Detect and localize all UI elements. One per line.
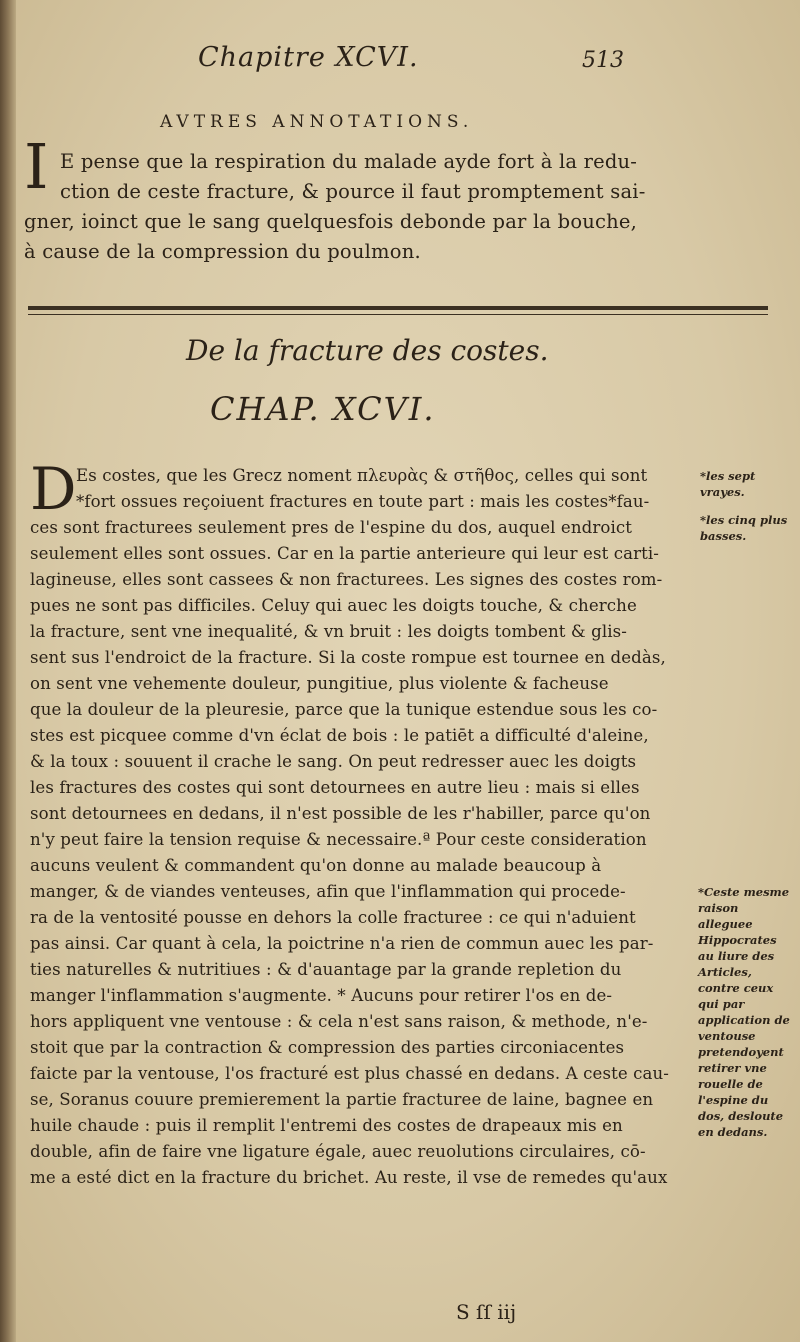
body-line: ties naturelles & nutritiues : & d'auantage par la grande repletion du [30, 960, 622, 979]
body-line: huile chaude : puis il remplit l'entremi des costes de drapeaux mis en [30, 1116, 623, 1135]
body-line: me a esté dict en la fracture du brichet. Au reste, il vse de remedes qu'aux [30, 1168, 668, 1187]
body-line: lagineuse, elles sont cassees & non fracturees. Les signes des costes rom- [30, 570, 663, 589]
body-line: pas ainsi. Car quant à cela, la poictrine n'a rien de commun auec les par- [30, 934, 654, 953]
chapter-title: CHAP. XCVI. [210, 390, 436, 428]
body-line: sont detournees en dedans, il n'est possible de les r'habiller, parce qu'on [30, 804, 651, 823]
body-line: stoit que par la contraction & compression des parties circoniacentes [30, 1038, 625, 1057]
page-number: 513 [582, 48, 624, 73]
section-subtitle: De la fracture des costes. [186, 334, 549, 367]
margin-note: *Ceste mesme raison alleguee Hippocrates au liure des Articles, contre ceux qui par application de ventouse pretendoyent retirer vne rouelle de l'espine du dos, desloute en dedans. [698, 885, 790, 1139]
book-binding [0, 0, 16, 1342]
body-line: stes est picquee comme d'vn éclat de bois : le patiēt a difficulté d'aleine, [30, 726, 649, 745]
ornamental-rule [28, 306, 768, 310]
body-line: hors appliquent vne ventouse : & cela n'est sans raison, & methode, n'e- [30, 1012, 648, 1031]
body-line: faicte par la ventouse, l'os fracturé est plus chassé en dedans. A ceste cau- [30, 1064, 670, 1083]
annotation-line: gner, ioinct que le sang quelquesfois debonde par la bouche, [24, 210, 638, 233]
ornamental-rule-thin [28, 314, 768, 315]
body-line: sent sus l'endroict de la fracture. Si la coste rompue est tournee en dedàs, [30, 648, 666, 667]
body-line: ces sont fracturees seulement pres de l'espine du dos, auquel endroict [30, 518, 633, 537]
body-line: double, afin de faire vne ligature égale, auec reuolutions circulaires, cō- [30, 1142, 646, 1161]
annotation-line: E pense que la respiration du malade ayde fort à la redu- [60, 150, 638, 173]
body-line: *fort ossues reçoiuent fractures en toute part : mais les costes*fau- [76, 492, 650, 511]
annotations-heading: AVTRES ANNOTATIONS. [160, 112, 474, 132]
body-line: & la toux : souuent il crache le sang. On peut redresser auec les doigts [30, 752, 637, 771]
body-line: ra de la ventosité pousse en dehors la colle fracturee : ce qui n'aduient [30, 908, 636, 927]
body-line: manger, & de viandes venteuses, afin que l'inflammation qui procede- [30, 882, 626, 901]
margin-note: *les sept vrayes. [700, 469, 756, 499]
body-line: pues ne sont pas difficiles. Celuy qui auec les doigts touche, & cherche [30, 596, 637, 615]
body-line: aucuns veulent & commandent qu'on donne au malade beaucoup à [30, 856, 602, 875]
body-line: n'y peut faire la tension requise & necessaire.ª Pour ceste consideration [30, 830, 647, 849]
body-line: seulement elles sont ossues. Car en la partie anterieure qui leur est carti- [30, 544, 660, 563]
body-line: que la douleur de la pleuresie, parce que la tunique estendue sous les co- [30, 700, 658, 719]
drop-cap-i: I [24, 130, 49, 203]
annotation-line: à cause de la compression du poulmon. [24, 240, 421, 263]
body-line: Es costes, que les Grecz noment πλευρὰς & στῆθος, celles qui sont [76, 466, 648, 485]
body-line: manger l'inflammation s'augmente. * Aucuns pour retirer l'os en de- [30, 986, 613, 1005]
signature-mark: S ſſ iij [456, 1300, 517, 1324]
body-line: la fracture, sent vne inequalité, & vn bruit : les doigts tombent & glis- [30, 622, 628, 641]
body-line: se, Soranus couure premierement la partie fracturee de laine, bagnee en [30, 1090, 654, 1109]
margin-note: *les cinq plus basses. [700, 513, 788, 543]
running-head: Chapitre XCVI. [198, 42, 419, 73]
drop-cap-d: D [30, 455, 77, 523]
annotation-line: ction de ceste fracture, & pource il faut promptement sai- [60, 180, 646, 203]
body-line: on sent vne vehemente douleur, pungitiue, plus violente & facheuse [30, 674, 609, 693]
body-line: les fractures des costes qui sont detournees en autre lieu : mais si elles [30, 778, 640, 797]
